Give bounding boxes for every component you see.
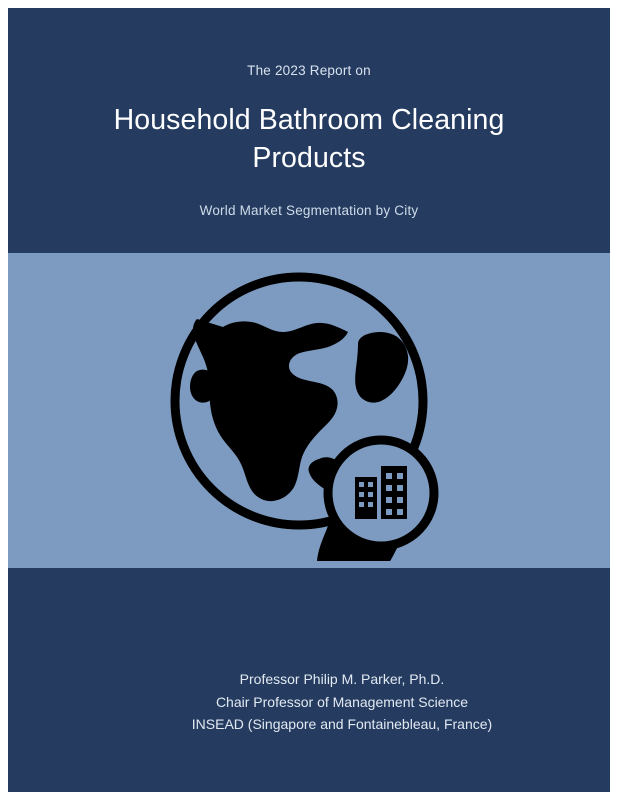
- globe-with-city-buildings-icon: [159, 261, 459, 561]
- book-cover: [8, 8, 610, 792]
- report-subtitle: World Market Segmentation by City: [199, 203, 419, 219]
- author-section: [8, 568, 610, 792]
- report-eyebrow: The 2023 Report on: [247, 63, 371, 78]
- author-affiliation: INSEAD (Singapore and Fontainebleau, France): [191, 716, 493, 733]
- page-title: Household Bathroom Cleaning Products: [113, 104, 505, 174]
- author-position: Chair Professor of Management Science: [215, 693, 469, 710]
- author-credits: [132, 668, 552, 736]
- title-section: [8, 8, 610, 253]
- cover-artwork-band: [8, 253, 610, 568]
- author-name: Professor Philip M. Parker, Ph.D.: [239, 671, 445, 687]
